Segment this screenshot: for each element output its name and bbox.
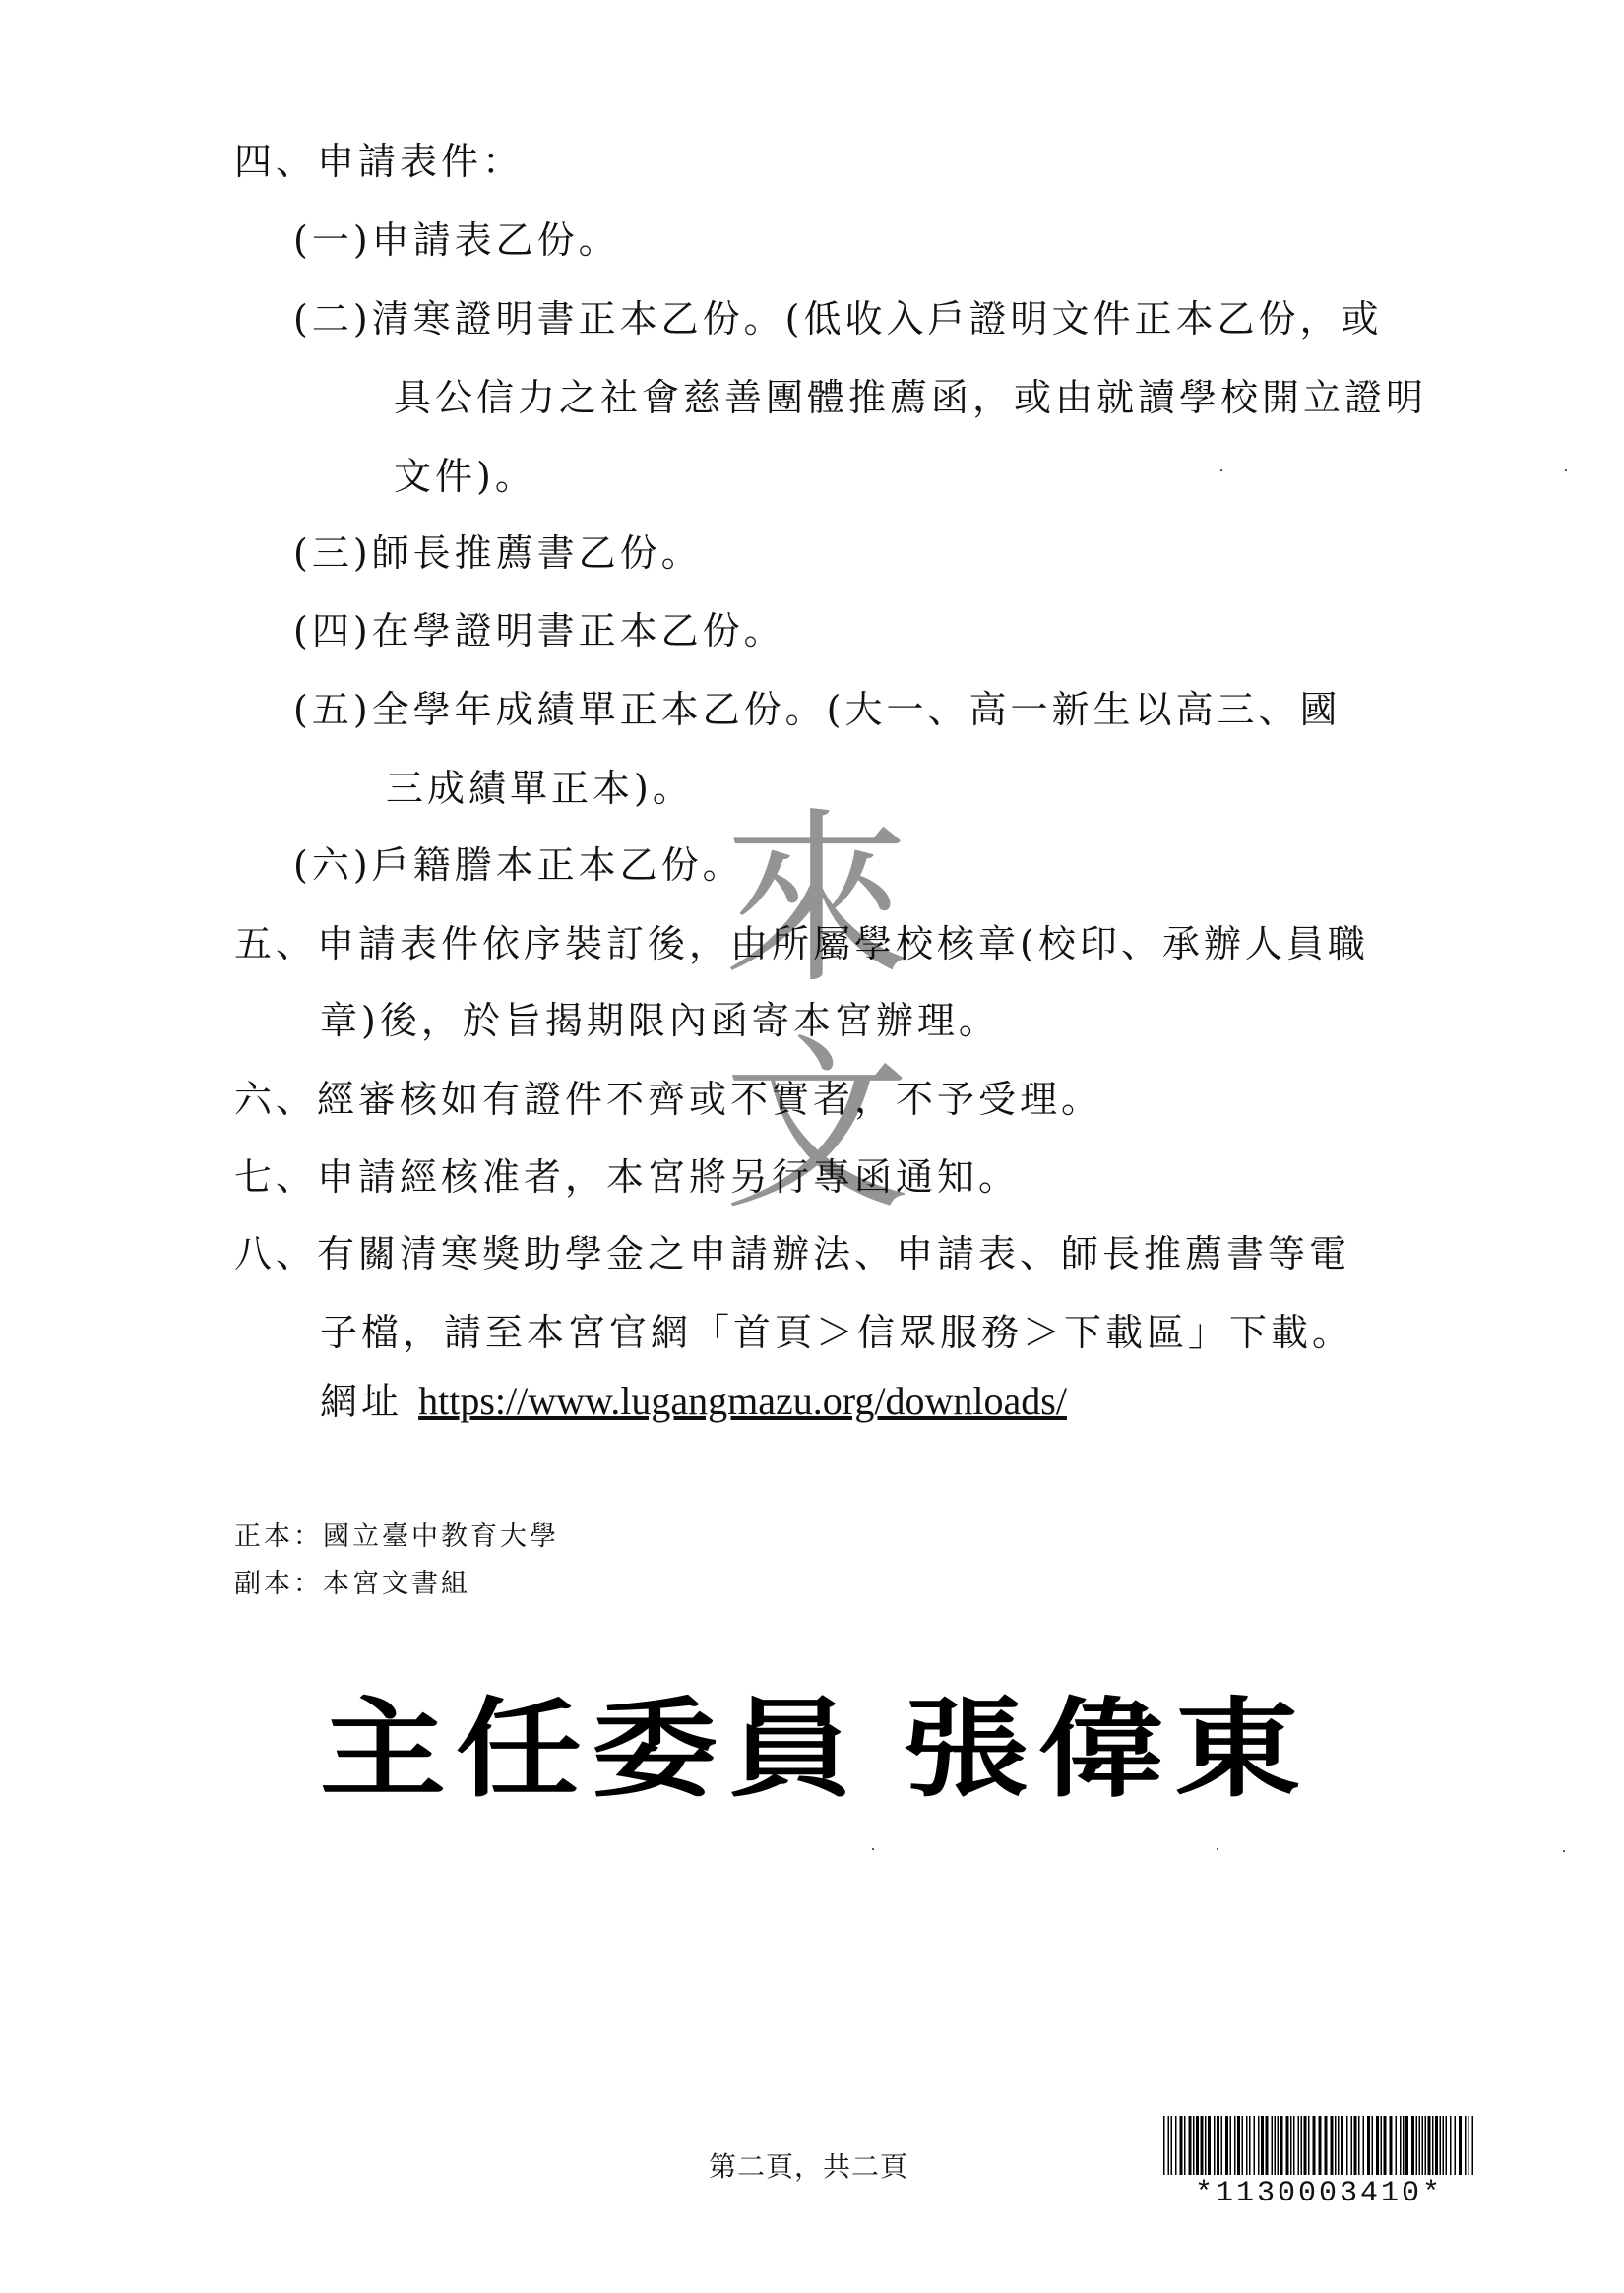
- scan-speck: [1217, 1848, 1218, 1850]
- download-link[interactable]: https://www.lugangmazu.org/downloads/: [418, 1379, 1067, 1423]
- section-4-item-6: (六)戶籍謄本正本乙份。: [293, 843, 744, 887]
- copy-recipient: 副本：本宮文書組: [234, 1569, 470, 1599]
- section-5-line-1: 五、申請表件依序裝訂後，由所屬學校核章(校印、承辦人員職: [234, 922, 1369, 965]
- section-4-item-2-line-3: 文件)。: [394, 455, 536, 498]
- section-8-line-3: [320, 1378, 1067, 1425]
- scan-speck: [1563, 1850, 1565, 1852]
- section-4-item-4: (四)在學證明書正本乙份。: [293, 609, 785, 652]
- document-barcode: [1161, 2116, 1476, 2210]
- official-signature: [320, 1663, 1310, 1817]
- section-8-line-2: 子檔，請至本宮官網「首頁＞信眾服務＞下載區」下載。: [320, 1311, 1354, 1354]
- scan-speck: [1220, 469, 1222, 471]
- scan-speck: [1565, 469, 1567, 471]
- barcode-number: *1130003410*: [1194, 2177, 1444, 2210]
- section-4-item-1: (一)申請表乙份。: [293, 218, 620, 262]
- signature-name: 張偉東: [903, 1686, 1311, 1813]
- url-label: 網址: [320, 1380, 404, 1423]
- section-4-item-5-line-2: 三成績單正本)。: [386, 767, 694, 810]
- section-4-item-2-line-1: (二)清寒證明書正本乙份。(低收入戶證明文件正本乙份，或: [293, 297, 1383, 341]
- section-4-item-3: (三)師長推薦書乙份。: [293, 531, 703, 575]
- section-6: 六、經審核如有證件不齊或不實者，不予受理。: [234, 1078, 1103, 1121]
- barcode-icon: [1161, 2116, 1476, 2175]
- stamp-char-2: 文: [722, 1018, 910, 1235]
- section-5-line-2: 章)後，於旨揭期限內函寄本宮辦理。: [320, 999, 1000, 1042]
- section-4-item-2-line-2: 具公信力之社會慈善團體推薦函，或由就讀學校開立證明: [394, 376, 1428, 419]
- stamp-char-1: 來: [722, 791, 910, 1009]
- original-recipient: 正本：國立臺中教育大學: [234, 1521, 559, 1552]
- section-4-title: 四、申請表件：: [234, 140, 525, 183]
- scan-speck: [872, 1848, 874, 1850]
- page-number: 第二頁，共二頁: [709, 2152, 909, 2183]
- barcode-bars: [1161, 2116, 1476, 2175]
- section-4-item-5-line-1: (五)全學年成績單正本乙份。(大一、高一新生以高三、國: [293, 688, 1342, 731]
- section-8-line-1: 八、有關清寒獎助學金之申請辦法、申請表、師長推薦書等電: [234, 1232, 1351, 1275]
- section-7: 七、申請經核准者，本宮將另行專函通知。: [234, 1155, 1021, 1199]
- signature-title: 主任委員: [320, 1686, 864, 1813]
